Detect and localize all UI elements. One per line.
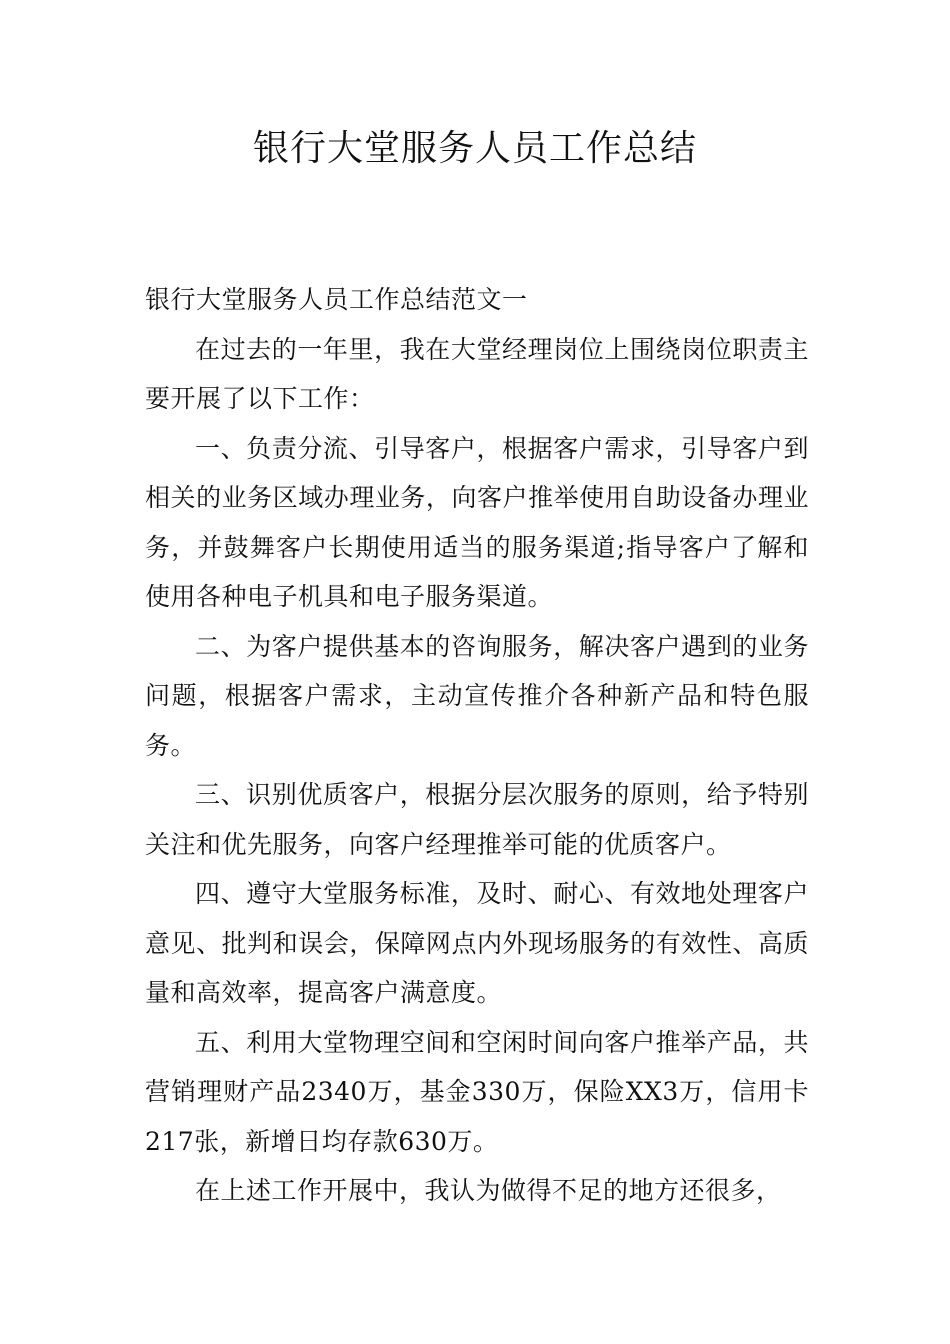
paragraph-item-5: 五、利用大堂物理空间和空闲时间向客户推举产品，共营销理财产品2340万，基金330万，保险XX3万，信用卡217张，新增日均存款630万。 (145, 1027, 809, 1156)
paragraph-item-4: 四、遵守大堂服务标准，及时、耐心、有效地处理客户意见、批判和误会，保障网点内外现场服务的有效性、高质量和高效率，提高客户满意度。 (145, 879, 809, 1007)
paragraph-intro: 在过去的一年里，我在大堂经理岗位上围绕岗位职责主要开展了以下工作： (145, 334, 809, 413)
paragraph-item-3: 三、识别优质客户，根据分层次服务的原则，给予特别关注和优先服务，向客户经理推举可能的优质客户。 (145, 780, 809, 859)
document-title: 银行大堂服务人员工作总结 (252, 128, 697, 169)
paragraph-closing: 在上述工作开展中，我认为做得不足的地方还很多， (195, 1176, 782, 1205)
document-body (145, 275, 809, 1216)
paragraph-item-1: 一、负责分流、引导客户，根据客户需求，引导客户到相关的业务区域办理业务，向客户推举使用自助设备办理业务，并鼓舞客户长期使用适当的服务渠道;指导客户了解和使用各种电子机具和电子服务渠道。 (145, 433, 809, 611)
document-subheading: 银行大堂服务人员工作总结范文一 (145, 285, 528, 314)
paragraph-item-2: 二、为客户提供基本的咨询服务，解决客户遇到的业务问题，根据客户需求，主动宣传推介各种新产品和特色服务。 (145, 631, 809, 760)
